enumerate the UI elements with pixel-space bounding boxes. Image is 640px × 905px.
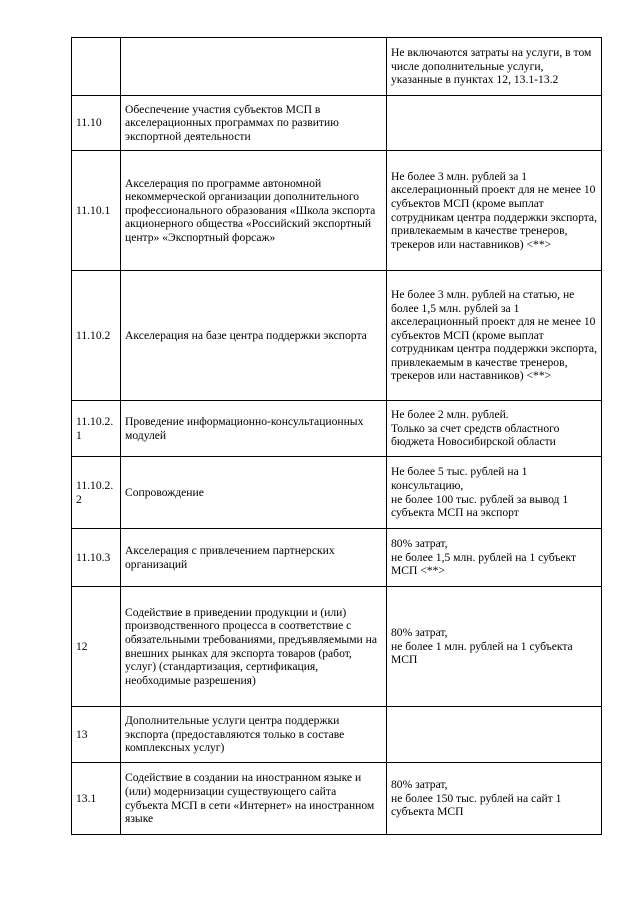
condition-line: не более 150 тыс. рублей на сайт 1 субъекта МСП <box>391 791 562 819</box>
table-row <box>72 151 602 271</box>
measure-name-cell: Акселерация с привлечением партнерских организаций <box>121 529 387 587</box>
support-measures-table <box>71 37 602 835</box>
condition-line: 80% затрат, <box>391 537 448 551</box>
condition-line: 80% затрат, <box>391 778 448 792</box>
row-number-cell <box>72 38 121 96</box>
table-row <box>72 707 602 763</box>
support-conditions-cell <box>387 707 602 763</box>
support-conditions-cell <box>387 96 602 151</box>
row-number-cell: 11.10 <box>72 96 121 151</box>
row-number-cell: 11.10.2.1 <box>72 401 121 457</box>
support-conditions-cell <box>387 38 602 96</box>
support-conditions-cell <box>387 401 602 457</box>
support-conditions-cell <box>387 457 602 529</box>
support-conditions-cell <box>387 529 602 587</box>
measure-name-cell: Содействие в приведении продукции и (или) производственного процесса в соответствие с обязательными требованиями, предъявляемыми на внешних рынках для экспорта товаров (работ, услуг) (стандартизация, сертификация, необходимые разрешения) <box>121 587 387 707</box>
measure-name-cell: Проведение информационно-консультационных модулей <box>121 401 387 457</box>
row-number-cell: 11.10.2 <box>72 271 121 401</box>
table-row <box>72 401 602 457</box>
table-row <box>72 529 602 587</box>
support-conditions-cell <box>387 587 602 707</box>
measure-name-cell: Обеспечение участия субъектов МСП в акселерационных программах по развитию экспортной деятельности <box>121 96 387 151</box>
row-number-cell: 11.10.1 <box>72 151 121 271</box>
table-body <box>72 38 602 835</box>
condition-line: Только за счет средств областного бюджета Новосибирской области <box>391 421 560 449</box>
measure-name-cell: Сопровождение <box>121 457 387 529</box>
row-number-cell: 11.10.3 <box>72 529 121 587</box>
table-row <box>72 38 602 96</box>
condition-line: Не более 3 млн. рублей на статью, не более 1,5 млн. рублей за 1 акселерационный проект для не менее 10 субъектов МСП (кроме выплат сотрудникам центра поддержки экспорта, привлекаемым в качестве тренеров, трекеров или наставников) <**> <box>391 287 597 383</box>
table-row <box>72 457 602 529</box>
table-row <box>72 96 602 151</box>
measure-name-cell: Дополнительные услуги центра поддержки экспорта (предоставляются только в составе комплексных услуг) <box>121 707 387 763</box>
row-number-cell: 11.10.2.2 <box>72 457 121 529</box>
row-number-cell: 13 <box>72 707 121 763</box>
row-number-cell: 13.1 <box>72 763 121 835</box>
condition-line: 80% затрат, <box>391 626 448 640</box>
support-conditions-cell <box>387 271 602 401</box>
table-row <box>72 587 602 707</box>
condition-line: Не включаются затраты на услуги, в том числе дополнительные услуги, указанные в пунктах 12, 13.1-13.2 <box>391 46 592 87</box>
condition-line: не более 100 тыс. рублей за вывод 1 субъекта МСП на экспорт <box>391 492 569 520</box>
table-row <box>72 763 602 835</box>
row-number-cell: 12 <box>72 587 121 707</box>
measure-name-cell: Акселерация на базе центра поддержки экспорта <box>121 271 387 401</box>
table-row <box>72 271 602 401</box>
condition-line: не более 1 млн. рублей на 1 субъекта МСП <box>391 639 573 667</box>
measure-name-cell <box>121 38 387 96</box>
condition-line: Не более 3 млн. рублей за 1 акселерационный проект для не менее 10 субъектов МСП (кроме выплат сотрудникам центра поддержки экспорта, привлекаемым в качестве тренеров, трекеров или наставников) <**> <box>391 169 597 251</box>
support-conditions-cell <box>387 763 602 835</box>
condition-line: Не более 5 тыс. рублей на 1 консультацию, <box>391 465 528 492</box>
condition-line: не более 1,5 млн. рублей на 1 субъект МСП <**> <box>391 550 577 578</box>
condition-line: Не более 2 млн. рублей. <box>391 408 509 422</box>
measure-name-cell: Акселерация по программе автономной некоммерческой организации дополнительного профессионального образования «Школа экспорта акционерного общества «Российский экспортный центр» «Экспортный форсаж» <box>121 151 387 271</box>
measure-name-cell: Содействие в создании на иностранном языке и (или) модернизации существующего сайта субъекта МСП в сети «Интернет» на иностранном языке <box>121 763 387 835</box>
support-conditions-cell <box>387 151 602 271</box>
